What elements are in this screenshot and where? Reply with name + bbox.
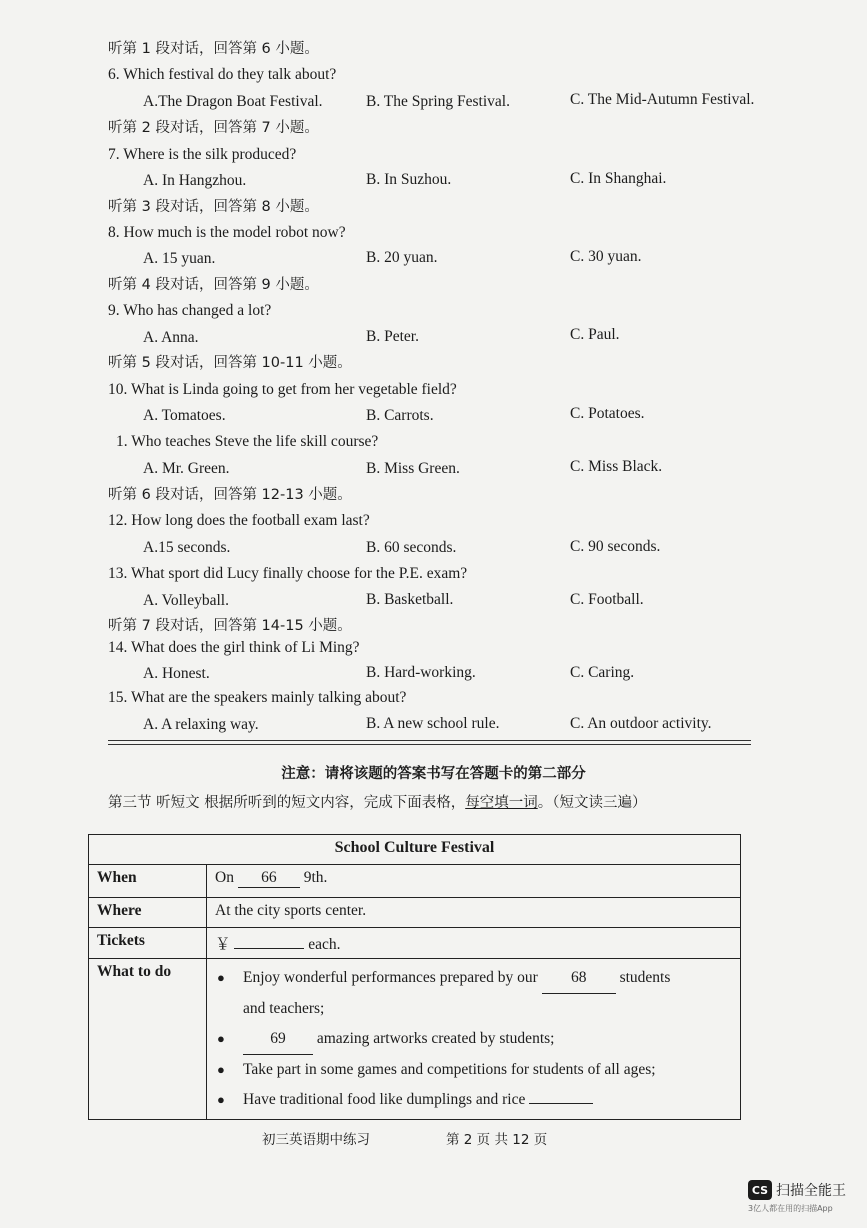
section-3-prefix: 第三节 听短文 根据所听到的短文内容，完成下面表格，	[108, 795, 466, 811]
question-stem: 13. What sport did Lucy finally choose for the P.E. exam?	[108, 565, 468, 582]
instruction-line: 听第 2 段对话，回答第 7 小题。	[108, 120, 319, 136]
activity-list	[215, 963, 732, 1115]
question-stem: 8. How much is the model robot now?	[108, 224, 346, 241]
question-stem: 9. Who has changed a lot?	[108, 302, 272, 319]
activity-item	[215, 963, 732, 1024]
blank-68: 68	[542, 963, 616, 994]
yuan-symbol: ￥	[215, 936, 231, 953]
what-to-do-label: What to do	[89, 959, 207, 1120]
answer-sheet-note: 注意：请将该题的答案书写在答题卡的第二部分	[281, 766, 586, 782]
option-b: B. In Suzhou.	[366, 171, 452, 188]
activity-text: Enjoy wonderful performances prepared by our	[243, 969, 538, 986]
option-c: C. Football.	[570, 591, 644, 608]
option-b: B. Basketball.	[366, 591, 454, 608]
activity-text: amazing artworks created by students;	[316, 1030, 555, 1047]
option-b: B. Miss Green.	[366, 460, 460, 477]
question-stem: 14. What does the girl think of Li Ming?	[108, 639, 360, 656]
section-3-emphasis: 每空填一词	[465, 795, 538, 811]
instruction-line: 听第 5 段对话，回答第 10-11 小题。	[108, 355, 352, 371]
activity-item	[215, 1024, 732, 1055]
option-a: A. Anna.	[143, 329, 199, 346]
option-a: A.The Dragon Boat Festival.	[143, 93, 323, 110]
when-cell	[207, 865, 741, 898]
question-stem: 15. What are the speakers mainly talking about?	[108, 689, 407, 706]
section-3-suffix: 。（短文读三遍）	[537, 795, 647, 811]
question-stem: 12. How long does the football exam last?	[108, 512, 370, 529]
tickets-cell	[207, 928, 741, 959]
instruction-line: 听第 3 段对话，回答第 8 小题。	[108, 199, 319, 215]
option-b: B. Carrots.	[366, 407, 434, 424]
option-a: A. Honest.	[143, 665, 210, 682]
option-c: C. In Shanghai.	[570, 170, 667, 187]
scanner-watermark	[748, 1180, 846, 1200]
option-b: B. A new school rule.	[366, 715, 500, 732]
scanner-logo-icon: CS	[748, 1180, 772, 1200]
where-label: Where	[89, 898, 207, 928]
footer-exam-name: 初三英语期中练习	[262, 1132, 370, 1148]
option-b: B. 20 yuan.	[366, 249, 438, 266]
option-c: C. The Mid-Autumn Festival.	[570, 91, 755, 108]
when-prefix: On	[215, 869, 234, 886]
question-stem: 6. Which festival do they talk about?	[108, 66, 337, 83]
option-c: C. 30 yuan.	[570, 248, 642, 265]
question-stem: 1. Who teaches Steve the life skill course?	[116, 433, 379, 450]
option-c: C. Caring.	[570, 664, 635, 681]
option-a: A. Mr. Green.	[143, 460, 230, 477]
instruction-line: 听第 1 段对话，回答第 6 小题。	[108, 41, 319, 57]
section-divider-secondary	[108, 744, 751, 745]
scanner-app-name: 扫描全能王	[776, 1183, 846, 1199]
option-c: C. Potatoes.	[570, 405, 645, 422]
tickets-suffix: each.	[308, 936, 341, 953]
blank-70	[529, 1103, 593, 1104]
option-a: A.15 seconds.	[143, 539, 231, 556]
option-a: A. Volleyball.	[143, 592, 229, 609]
what-to-do-cell	[207, 959, 741, 1120]
option-b: B. 60 seconds.	[366, 539, 457, 556]
activity-text-line2: and teachers;	[243, 1000, 325, 1017]
when-label: When	[89, 865, 207, 898]
blank-69: 69	[243, 1024, 313, 1055]
instruction-line: 听第 7 段对话，回答第 14-15 小题。	[108, 618, 352, 634]
footer-page-number: 第 2 页 共 12 页	[446, 1132, 548, 1148]
option-c: C. Miss Black.	[570, 458, 663, 475]
festival-table	[88, 834, 741, 1120]
section-divider	[108, 740, 751, 741]
instruction-line: 听第 4 段对话，回答第 9 小题。	[108, 277, 319, 293]
option-c: C. An outdoor activity.	[570, 715, 712, 732]
instruction-line: 听第 6 段对话，回答第 12-13 小题。	[108, 487, 352, 503]
blank-67	[234, 948, 304, 949]
activity-item	[215, 1085, 732, 1115]
question-stem: 7. Where is the silk produced?	[108, 146, 297, 163]
activity-item: ● Take part in some games and competitions for students of all ages;	[215, 1055, 732, 1085]
when-suffix: 9th.	[303, 869, 328, 886]
option-c: C. 90 seconds.	[570, 538, 661, 555]
activity-text-end: students	[619, 969, 671, 986]
activity-text: Have traditional food like dumplings and rice	[243, 1091, 526, 1108]
option-a: A. 15 yuan.	[143, 250, 216, 267]
section-3-instruction	[108, 791, 646, 812]
option-b: B. Peter.	[366, 328, 419, 345]
option-c: C. Paul.	[570, 326, 620, 343]
scanner-tagline: 3亿人都在用的扫描App	[748, 1204, 833, 1213]
question-stem: 10. What is Linda going to get from her vegetable field?	[108, 381, 457, 398]
tickets-label: Tickets	[89, 928, 207, 959]
option-a: A. In Hangzhou.	[143, 172, 247, 189]
option-a: A. Tomatoes.	[143, 407, 226, 424]
option-b: B. Hard-working.	[366, 664, 476, 681]
where-value: At the city sports center.	[207, 898, 741, 928]
blank-66: 66	[238, 869, 300, 888]
option-a: A. A relaxing way.	[143, 716, 259, 733]
festival-table-title: School Culture Festival	[89, 835, 741, 865]
option-b: B. The Spring Festival.	[366, 93, 510, 110]
